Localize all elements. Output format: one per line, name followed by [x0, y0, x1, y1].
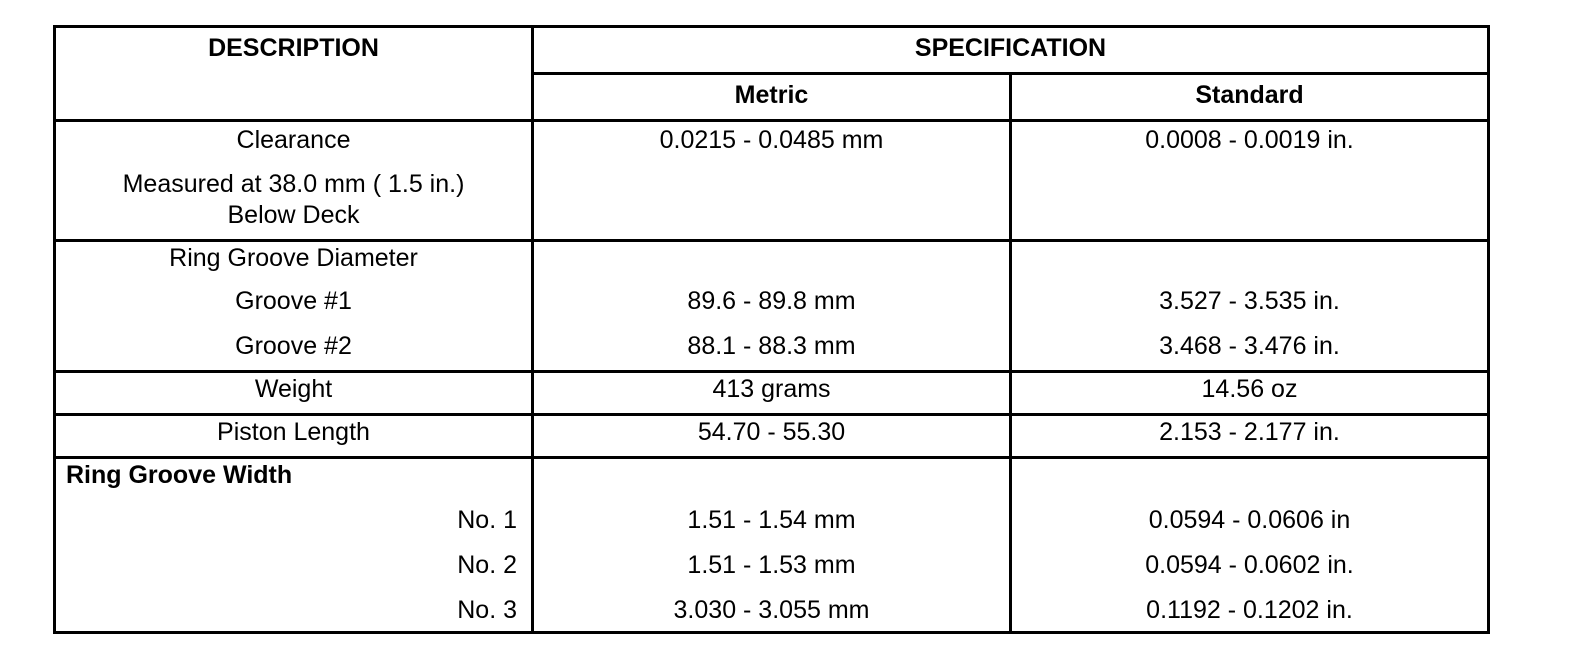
width-no2-label: No. 2 [457, 551, 517, 579]
clearance-standard: 0.0008 - 0.0019 in. [1145, 126, 1354, 154]
table-row-piston-length [55, 415, 1489, 458]
clearance-label: Clearance [236, 126, 351, 154]
groove-width-standard-cell [1011, 458, 1489, 633]
header-standard: Standard [1011, 74, 1489, 121]
groove-diameter-metric-cell [533, 241, 1011, 372]
width-no3-metric: 3.030 - 3.055 mm [673, 596, 870, 624]
weight-label: Weight [55, 372, 533, 415]
weight-metric: 413 grams [533, 372, 1011, 415]
piston-length-standard: 2.153 - 2.177 in. [1011, 415, 1489, 458]
groove-diameter-standard-cell [1011, 241, 1489, 372]
width-no3-label: No. 3 [457, 596, 517, 624]
piston-length-label: Piston Length [55, 415, 533, 458]
table-row-weight [55, 372, 1489, 415]
clearance-note-line1: Measured at 38.0 mm ( 1.5 in.) [122, 170, 465, 198]
width-no1-standard: 0.0594 - 0.0606 in [1148, 506, 1351, 534]
groove-diameter-description-cell [55, 241, 533, 372]
header-description: DESCRIPTION [55, 27, 533, 121]
groove-1-standard: 3.527 - 3.535 in. [1159, 287, 1340, 315]
clearance-metric-cell [533, 121, 1011, 241]
table-row-clearance [55, 121, 1489, 241]
groove-width-label: Ring Groove Width [66, 461, 293, 489]
groove-diameter-label: Ring Groove Diameter [169, 244, 418, 272]
clearance-description-cell [55, 121, 533, 241]
groove-2-label: Groove #2 [235, 332, 352, 360]
groove-1-metric: 89.6 - 89.8 mm [687, 287, 856, 315]
width-no2-standard: 0.0594 - 0.0602 in. [1145, 551, 1354, 579]
weight-standard: 14.56 oz [1011, 372, 1489, 415]
clearance-metric: 0.0215 - 0.0485 mm [659, 126, 884, 154]
width-no1-metric: 1.51 - 1.54 mm [687, 506, 856, 534]
width-no1-label: No. 1 [457, 506, 517, 534]
table-row-ring-groove-width [55, 458, 1489, 633]
groove-2-standard: 3.468 - 3.476 in. [1159, 332, 1340, 360]
groove-1-label: Groove #1 [235, 287, 352, 315]
clearance-standard-cell [1011, 121, 1489, 241]
table-row-ring-groove-diameter [55, 241, 1489, 372]
groove-2-metric: 88.1 - 88.3 mm [687, 332, 856, 360]
width-no3-standard: 0.1192 - 0.1202 in. [1146, 596, 1353, 624]
specification-table [53, 25, 1490, 634]
header-metric: Metric [533, 74, 1011, 121]
groove-width-metric-cell [533, 458, 1011, 633]
header-specification: SPECIFICATION [533, 27, 1489, 74]
piston-length-metric: 54.70 - 55.30 [533, 415, 1011, 458]
width-no2-metric: 1.51 - 1.53 mm [687, 551, 856, 579]
groove-width-description-cell [55, 458, 533, 633]
clearance-note-line2: Below Deck [227, 201, 360, 229]
